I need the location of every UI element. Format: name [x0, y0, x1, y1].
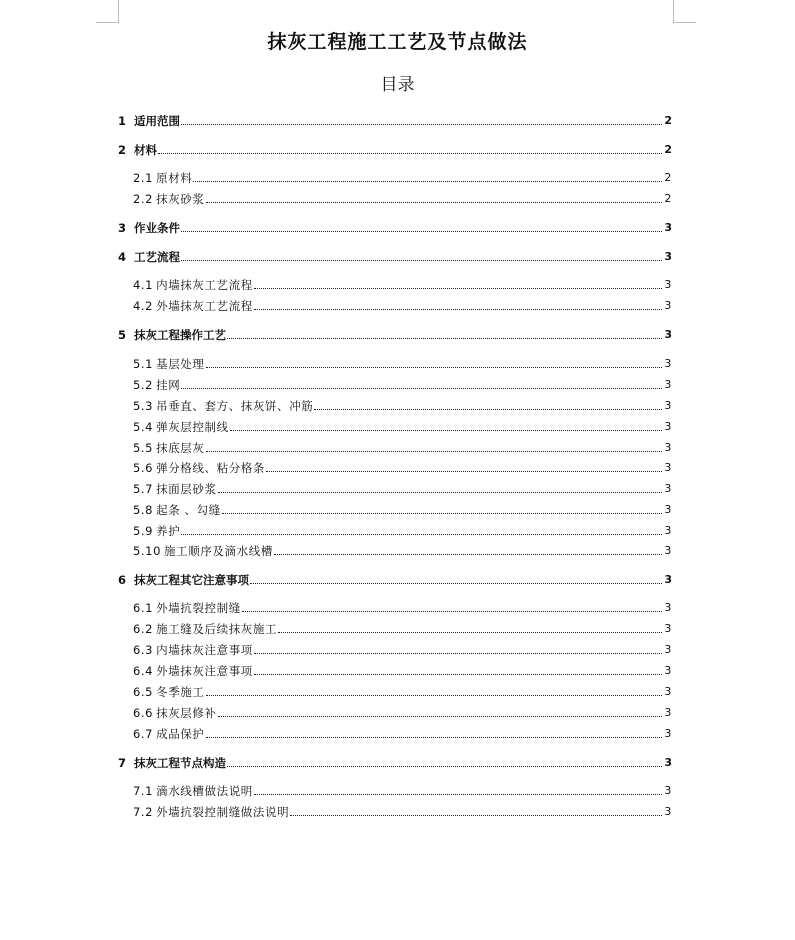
- toc-entry-page-number: 3: [664, 524, 672, 537]
- toc-entry-label: 施工顺序及滴水线槽: [164, 544, 273, 558]
- toc-dot-leader: [250, 583, 662, 584]
- toc-dot-leader: [274, 554, 662, 555]
- toc-entry[interactable]: [133, 684, 672, 700]
- toc-dot-leader: [254, 288, 662, 289]
- toc-dot-leader: [278, 632, 662, 633]
- toc-entry-page-number: 3: [664, 299, 672, 312]
- toc-entry-number: 2: [118, 143, 127, 157]
- toc-entry-label: 抹灰工程其它注意事项: [134, 573, 249, 587]
- toc-entry-page-number: 2: [664, 192, 672, 205]
- toc-dot-leader: [242, 611, 663, 612]
- toc-entry[interactable]: [118, 220, 672, 236]
- toc-entry[interactable]: [118, 113, 672, 129]
- toc-entry-label: 外墙抹灰工艺流程: [156, 299, 253, 313]
- toc-entry-number: 5.1: [133, 357, 154, 371]
- toc-entry-label: 抹灰层修补: [156, 706, 217, 720]
- toc-entry-page-number: 3: [664, 278, 672, 291]
- toc-entry-number: 4: [118, 250, 127, 264]
- toc-entry[interactable]: [133, 277, 672, 293]
- toc-entry-page-number: 3: [664, 250, 672, 263]
- toc-entry-page-number: 3: [664, 420, 672, 433]
- toc-entry[interactable]: [133, 398, 672, 414]
- toc-entry[interactable]: [133, 440, 672, 456]
- toc-dot-leader: [227, 338, 662, 339]
- toc-entry-page-number: 2: [664, 143, 672, 156]
- toc-dot-leader: [181, 260, 662, 261]
- toc-entry-label: 抹面层砂浆: [156, 482, 217, 496]
- toc-entry[interactable]: [133, 481, 672, 497]
- toc-entry[interactable]: [133, 543, 672, 559]
- toc-entry-label: 抹底层灰: [156, 441, 205, 455]
- toc-entry-page-number: 3: [664, 221, 672, 234]
- toc-dot-leader: [206, 737, 663, 738]
- toc-entry-number: 4.1: [133, 278, 154, 292]
- toc-entry-number: 6.1: [133, 601, 154, 615]
- toc-dot-leader: [218, 492, 663, 493]
- toc-dot-leader: [230, 430, 663, 431]
- toc-entry-page-number: 3: [664, 805, 672, 818]
- toc-entry-number: 5.7: [133, 482, 154, 496]
- toc-entry[interactable]: [118, 327, 672, 343]
- toc-entry-page-number: 3: [664, 461, 672, 474]
- toc-entry[interactable]: [133, 621, 672, 637]
- toc-entry-label: 材料: [134, 143, 157, 157]
- toc-dot-leader: [181, 534, 662, 535]
- toc-entry-label: 作业条件: [134, 221, 180, 235]
- toc-entry-number: 5.4: [133, 420, 154, 434]
- toc-heading: 目录: [380, 75, 415, 95]
- toc-entry[interactable]: [133, 642, 672, 658]
- toc-entry-number: 6.5: [133, 685, 154, 699]
- toc-dot-leader: [254, 309, 662, 310]
- toc-entry[interactable]: [133, 783, 672, 799]
- toc-dot-leader: [206, 202, 663, 203]
- toc-entry-page-number: 3: [664, 643, 672, 656]
- toc-entry[interactable]: [133, 419, 672, 435]
- toc-dot-leader: [181, 388, 662, 389]
- toc-entry[interactable]: [133, 804, 672, 820]
- toc-entry-label: 挂网: [156, 378, 181, 392]
- toc-entry-label: 内墙抹灰工艺流程: [156, 278, 253, 292]
- toc-dot-leader: [218, 716, 663, 717]
- toc-entry-number: 5.2: [133, 378, 154, 392]
- toc-dot-leader: [254, 653, 662, 654]
- toc-entry[interactable]: [133, 460, 672, 476]
- toc-entry[interactable]: [133, 356, 672, 372]
- toc-dot-leader: [222, 513, 663, 514]
- toc-entry-label: 弹灰层控制线: [156, 420, 229, 434]
- toc-entry-page-number: 3: [664, 357, 672, 370]
- toc-entry-label: 养护: [156, 524, 181, 538]
- toc-entry-number: 7: [118, 756, 127, 770]
- toc-entry-label: 外墙抹灰注意事项: [156, 664, 253, 678]
- toc-entry-number: 5.5: [133, 441, 154, 455]
- toc-entry-page-number: 3: [664, 727, 672, 740]
- toc-entry-number: 6.4: [133, 664, 154, 678]
- toc-entry-label: 适用范围: [134, 114, 180, 128]
- toc-entry-number: 5.6: [133, 461, 154, 475]
- toc-entry-page-number: 3: [664, 756, 672, 769]
- toc-dot-leader: [290, 815, 662, 816]
- toc-dot-leader: [254, 674, 662, 675]
- toc-entry-page-number: 3: [664, 573, 672, 586]
- toc-entry-page-number: 3: [664, 328, 672, 341]
- toc-entry-number: 6.6: [133, 706, 154, 720]
- toc-entry-label: 内墙抹灰注意事项: [156, 643, 253, 657]
- toc-entry-label: 施工缝及后续抹灰施工: [156, 622, 278, 636]
- toc-dot-leader: [206, 695, 663, 696]
- toc-entry[interactable]: [133, 191, 672, 207]
- toc-entry-page-number: 3: [664, 664, 672, 677]
- toc-entry[interactable]: [118, 249, 672, 265]
- toc-entry-number: 7.1: [133, 784, 154, 798]
- toc-entry-label: 抹灰砂浆: [156, 192, 205, 206]
- toc-entry-label: 外墙抗裂控制缝做法说明: [156, 805, 290, 819]
- toc-entry-page-number: 2: [664, 114, 672, 127]
- toc-entry-number: 2.2: [133, 192, 154, 206]
- toc-entry-number: 5.8: [133, 503, 154, 517]
- toc-entry-number: 7.2: [133, 805, 154, 819]
- toc-entry-label: 冬季施工: [156, 685, 205, 699]
- toc-dot-leader: [181, 231, 662, 232]
- toc-entry-number: 5.3: [133, 399, 154, 413]
- toc-dot-leader: [314, 409, 662, 410]
- toc-entry[interactable]: [133, 377, 672, 393]
- toc-entry-page-number: 3: [664, 601, 672, 614]
- toc-entry[interactable]: [133, 600, 672, 616]
- toc-entry[interactable]: [133, 502, 672, 518]
- toc-entry-page-number: 3: [664, 482, 672, 495]
- toc-entry-label: 工艺流程: [134, 250, 180, 264]
- toc-dot-leader: [193, 181, 662, 182]
- toc-entry[interactable]: [118, 142, 672, 158]
- toc-entry-label: 吊垂直、套方、抹灰饼、冲筋: [156, 399, 314, 413]
- toc-entry-page-number: 3: [664, 544, 672, 557]
- toc-entry[interactable]: [133, 523, 672, 539]
- toc-entry-label: 外墙抗裂控制缝: [156, 601, 241, 615]
- toc-entry-label: 起条 、勾缝: [156, 503, 221, 517]
- toc-entry-page-number: 3: [664, 706, 672, 719]
- toc-entry[interactable]: [133, 663, 672, 679]
- toc-entry-number: 3: [118, 221, 127, 235]
- toc-entry-page-number: 3: [664, 399, 672, 412]
- toc-entry-label: 成品保护: [156, 727, 205, 741]
- toc-entry-number: 6.3: [133, 643, 154, 657]
- toc-entry-page-number: 3: [664, 784, 672, 797]
- toc-entry-number: 6: [118, 573, 127, 587]
- toc-entry[interactable]: [118, 572, 672, 588]
- toc-entry-number: 1: [118, 114, 127, 128]
- toc-entry[interactable]: [133, 170, 672, 186]
- toc-dot-leader: [254, 794, 662, 795]
- toc-dot-leader: [206, 367, 663, 368]
- toc-entry-number: 5.10: [133, 544, 162, 558]
- toc-entry-label: 基层处理: [156, 357, 205, 371]
- toc-entry-page-number: 3: [664, 441, 672, 454]
- toc-entry-number: 5.9: [133, 524, 154, 538]
- toc-entry-number: 6.7: [133, 727, 154, 741]
- toc-entry-number: 2.1: [133, 171, 154, 185]
- toc-entry-label: 滴水线槽做法说明: [156, 784, 253, 798]
- toc-entry-label: 弹分格线、粘分格条: [156, 461, 265, 475]
- document-title: 抹灰工程施工工艺及节点做法: [267, 31, 528, 53]
- toc-entry-number: 6.2: [133, 622, 154, 636]
- toc-entry-label: 原材料: [156, 171, 193, 185]
- toc-entry-label: 抹灰工程操作工艺: [134, 328, 226, 342]
- toc-dot-leader: [227, 766, 662, 767]
- toc-entry[interactable]: [133, 298, 672, 314]
- toc-dot-leader: [266, 471, 662, 472]
- toc-entry[interactable]: [133, 726, 672, 742]
- toc-entry[interactable]: [118, 755, 672, 771]
- toc-entry-label: 抹灰工程节点构造: [134, 756, 226, 770]
- toc-entry-page-number: 2: [664, 171, 672, 184]
- toc-dot-leader: [206, 451, 663, 452]
- toc-entry[interactable]: [133, 705, 672, 721]
- toc-dot-leader: [158, 153, 662, 154]
- toc-entry-page-number: 3: [664, 378, 672, 391]
- toc-entry-number: 5: [118, 328, 127, 342]
- toc-dot-leader: [181, 124, 662, 125]
- toc-entry-number: 4.2: [133, 299, 154, 313]
- toc-entry-page-number: 3: [664, 622, 672, 635]
- toc-entry-page-number: 3: [664, 503, 672, 516]
- toc-entry-page-number: 3: [664, 685, 672, 698]
